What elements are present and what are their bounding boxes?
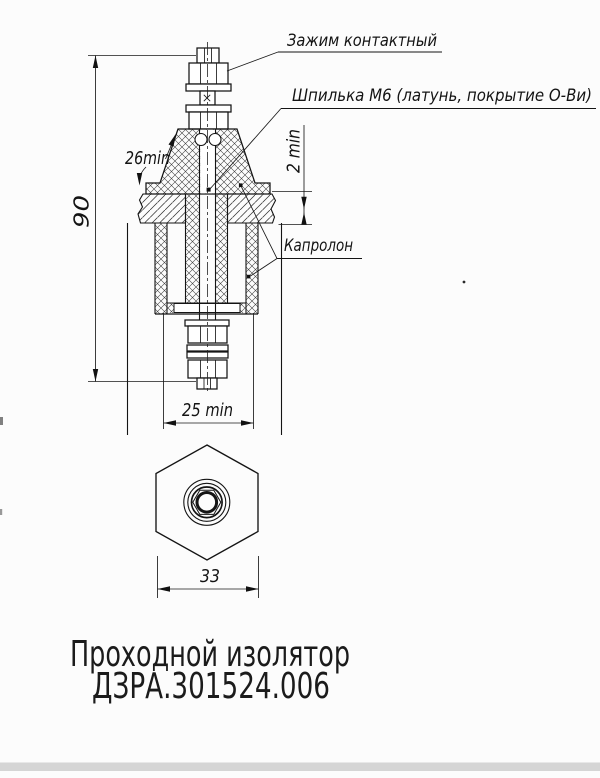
neck-right-wall xyxy=(216,194,228,303)
dim-90-arrow-top xyxy=(93,56,98,69)
stud-top-assembly xyxy=(186,48,231,129)
wire-hole-left xyxy=(195,134,207,146)
dim-90-arrow-bottom xyxy=(93,369,98,382)
cup-left-wall xyxy=(155,223,167,314)
cup-right-wall xyxy=(246,223,258,314)
dim-25min-arrow-right xyxy=(241,420,254,425)
material-label: Капролон xyxy=(284,236,353,256)
cup-bottom-washer xyxy=(174,304,240,313)
stud-bottom-end xyxy=(197,378,217,389)
drawing-title xyxy=(70,634,350,707)
top-washer-2 xyxy=(186,105,231,112)
material-leader-dot-cone xyxy=(239,183,243,187)
panel-left-section xyxy=(138,194,186,223)
washer-circle-inner xyxy=(188,483,226,521)
cup-wall-edges xyxy=(155,223,258,314)
scan-mark-left-2 xyxy=(0,509,2,515)
callout-stud-spec xyxy=(207,86,596,192)
dim-33-text: 33 xyxy=(200,566,220,587)
callout-contact-clamp xyxy=(227,31,442,71)
dim-2min-arrow-up xyxy=(301,212,306,225)
contact-clamp-label: Зажим контактный xyxy=(287,31,437,51)
part-name: Проходной изолятор xyxy=(70,634,350,675)
bottom-washer-1 xyxy=(185,320,229,326)
panel-right-section xyxy=(228,194,276,223)
dimension-panel-clearance xyxy=(272,121,312,225)
insulator-neck xyxy=(186,194,228,303)
dimension-hex-width xyxy=(158,556,259,598)
dim-25min-text: 25 min xyxy=(182,400,233,421)
scan-mark-left-1 xyxy=(0,417,3,425)
hex-body-outline xyxy=(156,445,258,560)
dim-26min-arrow-down xyxy=(137,173,142,186)
wire-hole-right xyxy=(209,134,221,146)
dim-26min-text: 26min xyxy=(125,148,170,169)
scan-speck xyxy=(463,281,466,284)
top-washer-1 xyxy=(186,84,231,91)
stud-spec-label: Шпилька М6 (латунь, покрытие О-Ви) xyxy=(292,86,592,106)
scan-edge-strip xyxy=(0,763,600,772)
dim-90-text: 90 xyxy=(69,202,94,228)
stud-spec-leader-dot xyxy=(207,188,211,192)
material-leader-dot-cup xyxy=(247,275,251,279)
dim-2min-arrow-down xyxy=(301,197,306,210)
part-number: ДЗРА.301524.006 xyxy=(92,666,330,707)
stud-bottom-assembly xyxy=(185,320,229,389)
mounting-panel xyxy=(138,194,276,223)
top-hex-nut-2 xyxy=(189,112,228,129)
contact-clamp-leader xyxy=(227,52,278,71)
stud-top-end xyxy=(197,48,219,63)
stud-hole-circle xyxy=(197,493,217,513)
neck-left-wall xyxy=(186,194,200,303)
main-section-view xyxy=(128,42,282,435)
hex-bottom-view xyxy=(156,445,258,560)
top-hex-nut-1 xyxy=(189,63,228,84)
dim-33-arrow-left xyxy=(158,586,171,591)
dim-25min-arrow-left xyxy=(164,420,177,425)
dim-2min-text: 2 min xyxy=(283,121,305,173)
dim-33-arrow-right xyxy=(246,586,259,591)
